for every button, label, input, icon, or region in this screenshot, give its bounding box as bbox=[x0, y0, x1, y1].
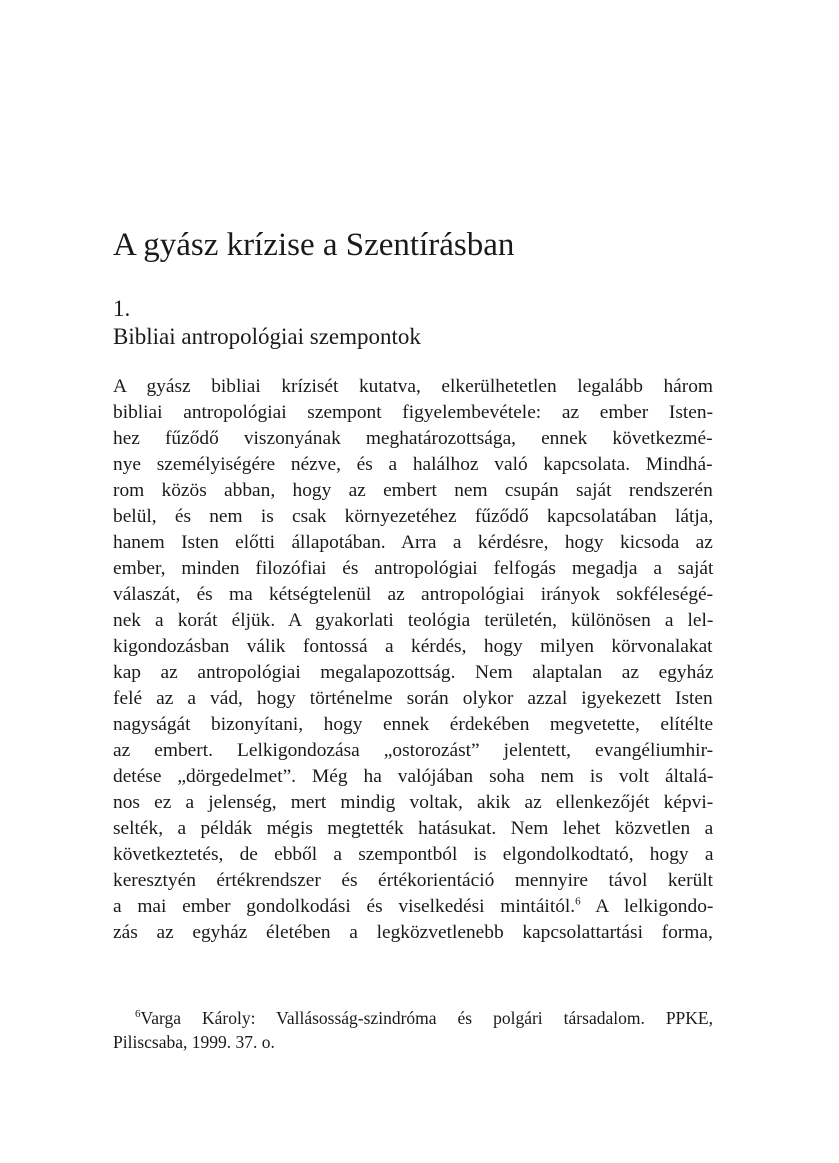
body-line: detése „dörgedelmet”. Még ha valójában soha nem is volt általá- bbox=[113, 766, 714, 787]
body-line: az embert. Lelkigondozása „ostorozást” jelentett, evangéliumhir- bbox=[113, 740, 714, 761]
body-line: kap az antropológiai megalapozottság. Nem alaptalan az egyház bbox=[113, 662, 714, 683]
chapter-title: A gyász krízise a Szentírásban bbox=[113, 227, 515, 263]
body-line: ember, minden filozófiai és antropológiai felfogás megadja a saját bbox=[113, 558, 714, 579]
body-line: hez fűződő viszonyának meghatározottsága, ennek következmé- bbox=[113, 428, 713, 449]
footnote-text: Varga Károly: Vallásosság-szindróma és polgári társadalom. PPKE, bbox=[140, 1008, 713, 1028]
body-paragraph bbox=[113, 374, 713, 946]
body-line: rom közös abban, hogy az embert nem csupán saját rendszerén bbox=[113, 480, 713, 501]
body-line: nek a korát éljük. A gyakorlati teológia területén, különösen a lel- bbox=[113, 610, 714, 631]
section-title: Bibliai antropológiai szempontok bbox=[113, 324, 421, 349]
body-line: selték, a példák mégis megtették hatásukat. Nem lehet közvetlen a bbox=[113, 818, 714, 839]
body-line: zás az egyház életében a legközvetlenebb kapcsolattartási forma, bbox=[113, 922, 713, 943]
body-line: válaszát, és ma kétségtelenül az antropológiai irányok sokféleségé- bbox=[113, 584, 714, 605]
body-line-text: A lelkigondo- bbox=[580, 896, 714, 917]
footnote-reference[interactable]: 6 bbox=[575, 895, 581, 908]
body-line: nos ez a jelenség, mert mindig voltak, akik az ellenkezőjét képvi- bbox=[113, 792, 714, 813]
body-line-with-footnote-ref bbox=[113, 894, 713, 920]
body-line: bibliai antropológiai szempont figyelembevétele: az ember Isten- bbox=[113, 402, 714, 423]
footnote-line bbox=[113, 1006, 713, 1030]
body-line: nye személyiségére nézve, és a halálhoz való kapcsolata. Mindhá- bbox=[113, 454, 713, 475]
body-line: következtetés, de ebből a szempontból is elgondolkodtató, hogy a bbox=[113, 844, 714, 865]
body-line: belül, és nem is csak környezetéhez fűződő kapcsolatában látja, bbox=[113, 506, 714, 527]
body-line-text: a mai ember gondolkodási és viselkedési mintáitól. bbox=[113, 896, 576, 917]
body-line: hanem Isten előtti állapotában. Arra a kérdésre, hogy kicsoda az bbox=[113, 532, 713, 553]
body-line: A gyász bibliai krízisét kutatva, elkerülhetetlen legalább három bbox=[113, 376, 713, 397]
body-line: kigondozásban válik fontossá a kérdés, hogy milyen körvonalakat bbox=[113, 636, 713, 657]
footnote-line: Piliscsaba, 1999. 37. o. bbox=[113, 1032, 275, 1052]
footnote-marker: 6 bbox=[135, 1008, 141, 1021]
body-line: felé az a vád, hogy történelme során olykor azzal igyekezett Isten bbox=[113, 688, 713, 709]
section-number: 1. bbox=[113, 296, 131, 321]
body-line: nagyságát bizonyítani, hogy ennek érdekében megvetette, elítélte bbox=[113, 714, 714, 735]
footnote bbox=[113, 1006, 713, 1054]
body-line: keresztyén értékrendszer és értékorientáció mennyire távol került bbox=[113, 870, 714, 891]
